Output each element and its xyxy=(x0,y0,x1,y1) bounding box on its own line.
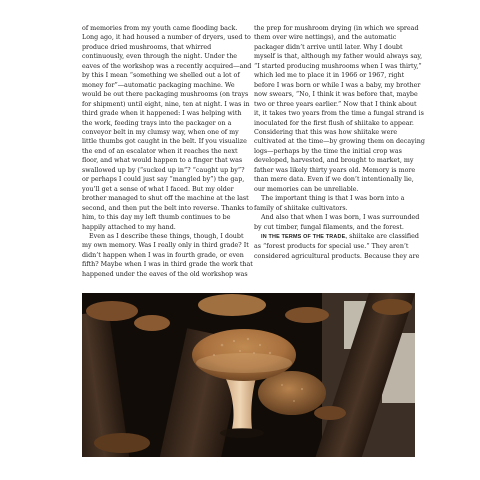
section-lead-in: IN THE TERMS OF THE TRADE, xyxy=(261,233,348,240)
mushroom-cap-small xyxy=(134,315,170,331)
mushroom-cap-rim xyxy=(196,353,292,373)
mushroom-cap-small xyxy=(372,299,412,315)
paragraph: the prep for mushroom drying (in which we spread them over wire nettings), and the automatic packager didn’t arrive until later. Why I doubt myself is that, although my father would always say, “I started producing mushrooms when I was thirty,” which led me to place it in 1966 or 1967, right before I was born or while I was a baby, my brother now swears, “No, I think it was before that, maybe two or three years earlier.” Now that I think about it, it takes two years from the time a fungal strand is inoculated for the first flush of shiitake to appear. Considering that this was how shiitake were cultivated at the time—by growing them on decaying logs—perhaps by the time the initial crop was developed, harvested, and brought to market, my father was likely thirty years old. Memory is more than mere data. Even if we don’t intentionally lie, our memories can be unreliable. xyxy=(254,25,425,193)
paragraph: The important thing is that I was born into a family of shiitake cultivators. xyxy=(254,195,405,212)
mushroom-cap-small xyxy=(198,294,266,316)
paragraph: Even as I describe these things, though, I doubt my own memory. Was I really only in third grade? It didn’t happen when I was in fourth grade, or even fifth? Maybe when I was in third grade the work that happened under the eaves of the old workshop was xyxy=(82,232,253,278)
paragraph-text: shiitake are classified as “forest products for special use.” They aren’t considered agricultural products. Because they are xyxy=(254,232,420,260)
mushroom-shadow xyxy=(220,428,264,438)
paragraph: And also that when I was born, I was surrounded by cut timber, fungal filaments, and the forest. xyxy=(254,214,420,231)
shiitake-photo xyxy=(82,293,415,457)
mushroom-cap-small xyxy=(314,406,346,420)
mushroom-cap-small xyxy=(86,301,138,321)
text-column-right xyxy=(254,24,425,261)
paragraph xyxy=(254,232,425,261)
text-column-left xyxy=(82,24,253,279)
mushroom-cap-small xyxy=(94,433,150,453)
paragraph: of memories from my youth came flooding back. Long ago, it had housed a number of dryers, used to produce dried mushrooms, that whirred continuously, even through the night. Under the eaves of the workshop was a recently acquired—and by this I mean “something we shelled out a lot of money for”—automatic packaging machine. We would be out there packaging mushrooms (on trays for shipment) until eight, nine, ten at night. I was in third grade when it happened: I was helping with the work, feeding trays into the packager on a conveyor belt in my clumsy way, when one of my little thumbs got caught in the belt. If you visualize the end of an escalator when it reaches the next floor, and what would happen to a finger that was swallowed up by (“sucked up in”? “caught up by”? or perhaps I could just say “mangled by”) the gap, you’ll get a sense of what I faced. But my older brother managed to shut off the machine at the last second, and then put the belt into reverse. Thanks to him, to this day my left thumb continues to be happily attached to my hand. xyxy=(82,25,253,231)
mushroom-cap-small xyxy=(285,307,329,323)
shiitake-photo-illustration xyxy=(82,293,415,457)
